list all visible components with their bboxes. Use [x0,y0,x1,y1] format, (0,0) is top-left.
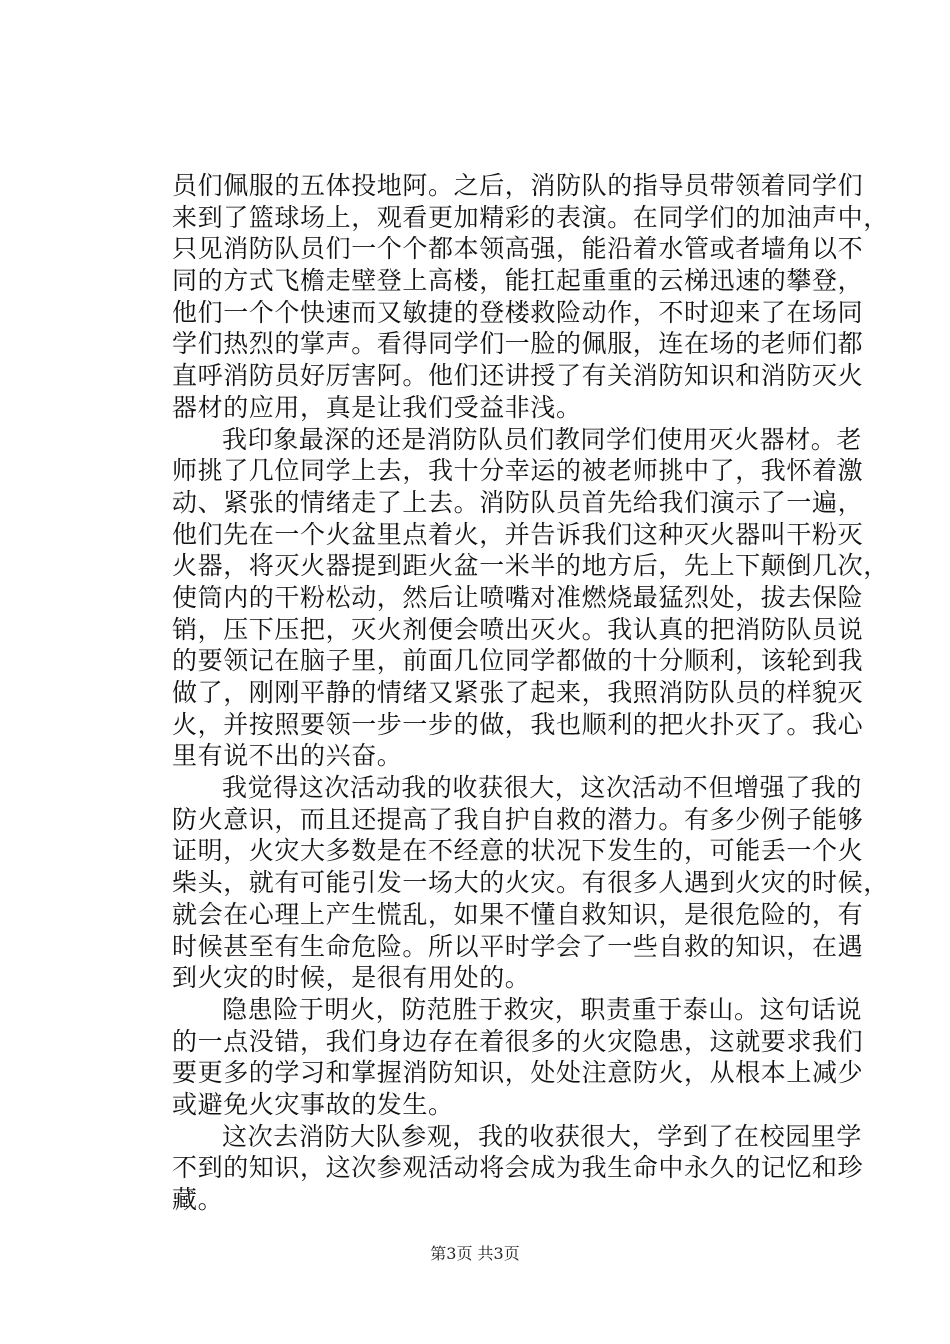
text-line: 使筒内的干粉松动，然后让喷嘴对准燃烧最猛烈处，拔去保险 [172,582,864,612]
text-line: 做了，刚刚平静的情绪又紧张了起来，我照消防队员的样貌灭 [172,678,864,707]
text-line: 这次去消防大队参观，我的收获很大，学到了在校园里学 [222,1121,863,1151]
text-line: 藏。 [172,1185,224,1214]
text-line: 证明，火灾大多数是在不经意的状况下发生的，可能丢一个火 [172,836,864,866]
text-line: 销，压下压把，灭火剂便会喷出灭火。我认真的把消防队员说 [172,614,864,644]
text-line: 不到的知识，这次参观活动将会成为我生命中永久的记忆和珍 [172,1153,864,1183]
text-line: 或避免火灾事故的发生。 [172,1089,454,1119]
text-line: 就会在心理上产生慌乱，如果不懂自救知识，是很危险的，有 [172,899,864,929]
text-line: 防火意识，而且还提高了我自护自救的潜力。有多少例子能够 [172,804,864,834]
text-line: 直呼消防员好厉害阿。他们还讲授了有关消防知识和消防灭火 [172,361,864,391]
text-line: 学们热烈的掌声。看得同学们一脸的佩服，连在场的老师们都 [172,329,864,359]
page-number-footer: 第3页 共3页 [430,1244,520,1263]
text-line: 到火灾的时候，是很有用处的。 [172,963,531,993]
text-line: 要更多的学习和掌握消防知识，处处注意防火，从根本上减少 [172,1058,864,1088]
text-line: 动、紧张的情绪走了上去。消防队员首先给我们演示了一遍， [172,487,864,517]
text-line: 我觉得这次活动我的收获很大，这次活动不但增强了我的 [222,773,863,803]
text-line: 的要领记在脑子里，前面几位同学都做的十分顺利，该轮到我 [172,646,864,676]
text-line: 器材的应用，真是让我们受益非浅。 [172,392,582,422]
text-line: 柴头，就有可能引发一场大的火灾。有很多人遇到火灾的时候， [172,868,889,898]
text-line: 他们一个个快速而又敏捷的登楼救险动作，不时迎来了在场同 [172,297,864,327]
text-line: 他们先在一个火盆里点着火，并告诉我们这种灭火器叫干粉灭 [172,519,864,549]
text-line: 隐患险于明火，防范胜于救灾，职责重于泰山。这句话说 [222,994,863,1024]
text-line: 里有说不出的兴奋。 [172,741,403,771]
text-line: 火器，将灭火器提到距火盆一米半的地方后，先上下颠倒几次， [172,551,889,581]
text-line: 员们佩服的五体投地阿。之后，消防队的指导员带领着同学们 [172,171,864,200]
text-line: 我印象最深的还是消防队员们教同学们使用灭火器材。老 [222,424,863,454]
text-line: 只见消防队员们一个个都本领高强，能沿着水管或者墙角以不 [172,234,864,264]
article-body [172,170,889,1216]
text-line: 火，并按照要领一步一步的做，我也顺利的把火扑灭了。我心 [172,709,864,739]
text-line: 师挑了几位同学上去，我十分幸运的被老师挑中了，我怀着激 [172,456,864,486]
text-line: 同的方式飞檐走壁登上高楼，能扛起重重的云梯迅速的攀登， [172,266,864,296]
text-line: 的一点没错，我们身边存在着很多的火灾隐患，这就要求我们 [172,1026,864,1056]
text-line: 来到了篮球场上，观看更加精彩的表演。在同学们的加油声中， [172,202,889,232]
text-line: 时候甚至有生命危险。所以平时学会了一些自救的知识，在遇 [172,931,864,961]
